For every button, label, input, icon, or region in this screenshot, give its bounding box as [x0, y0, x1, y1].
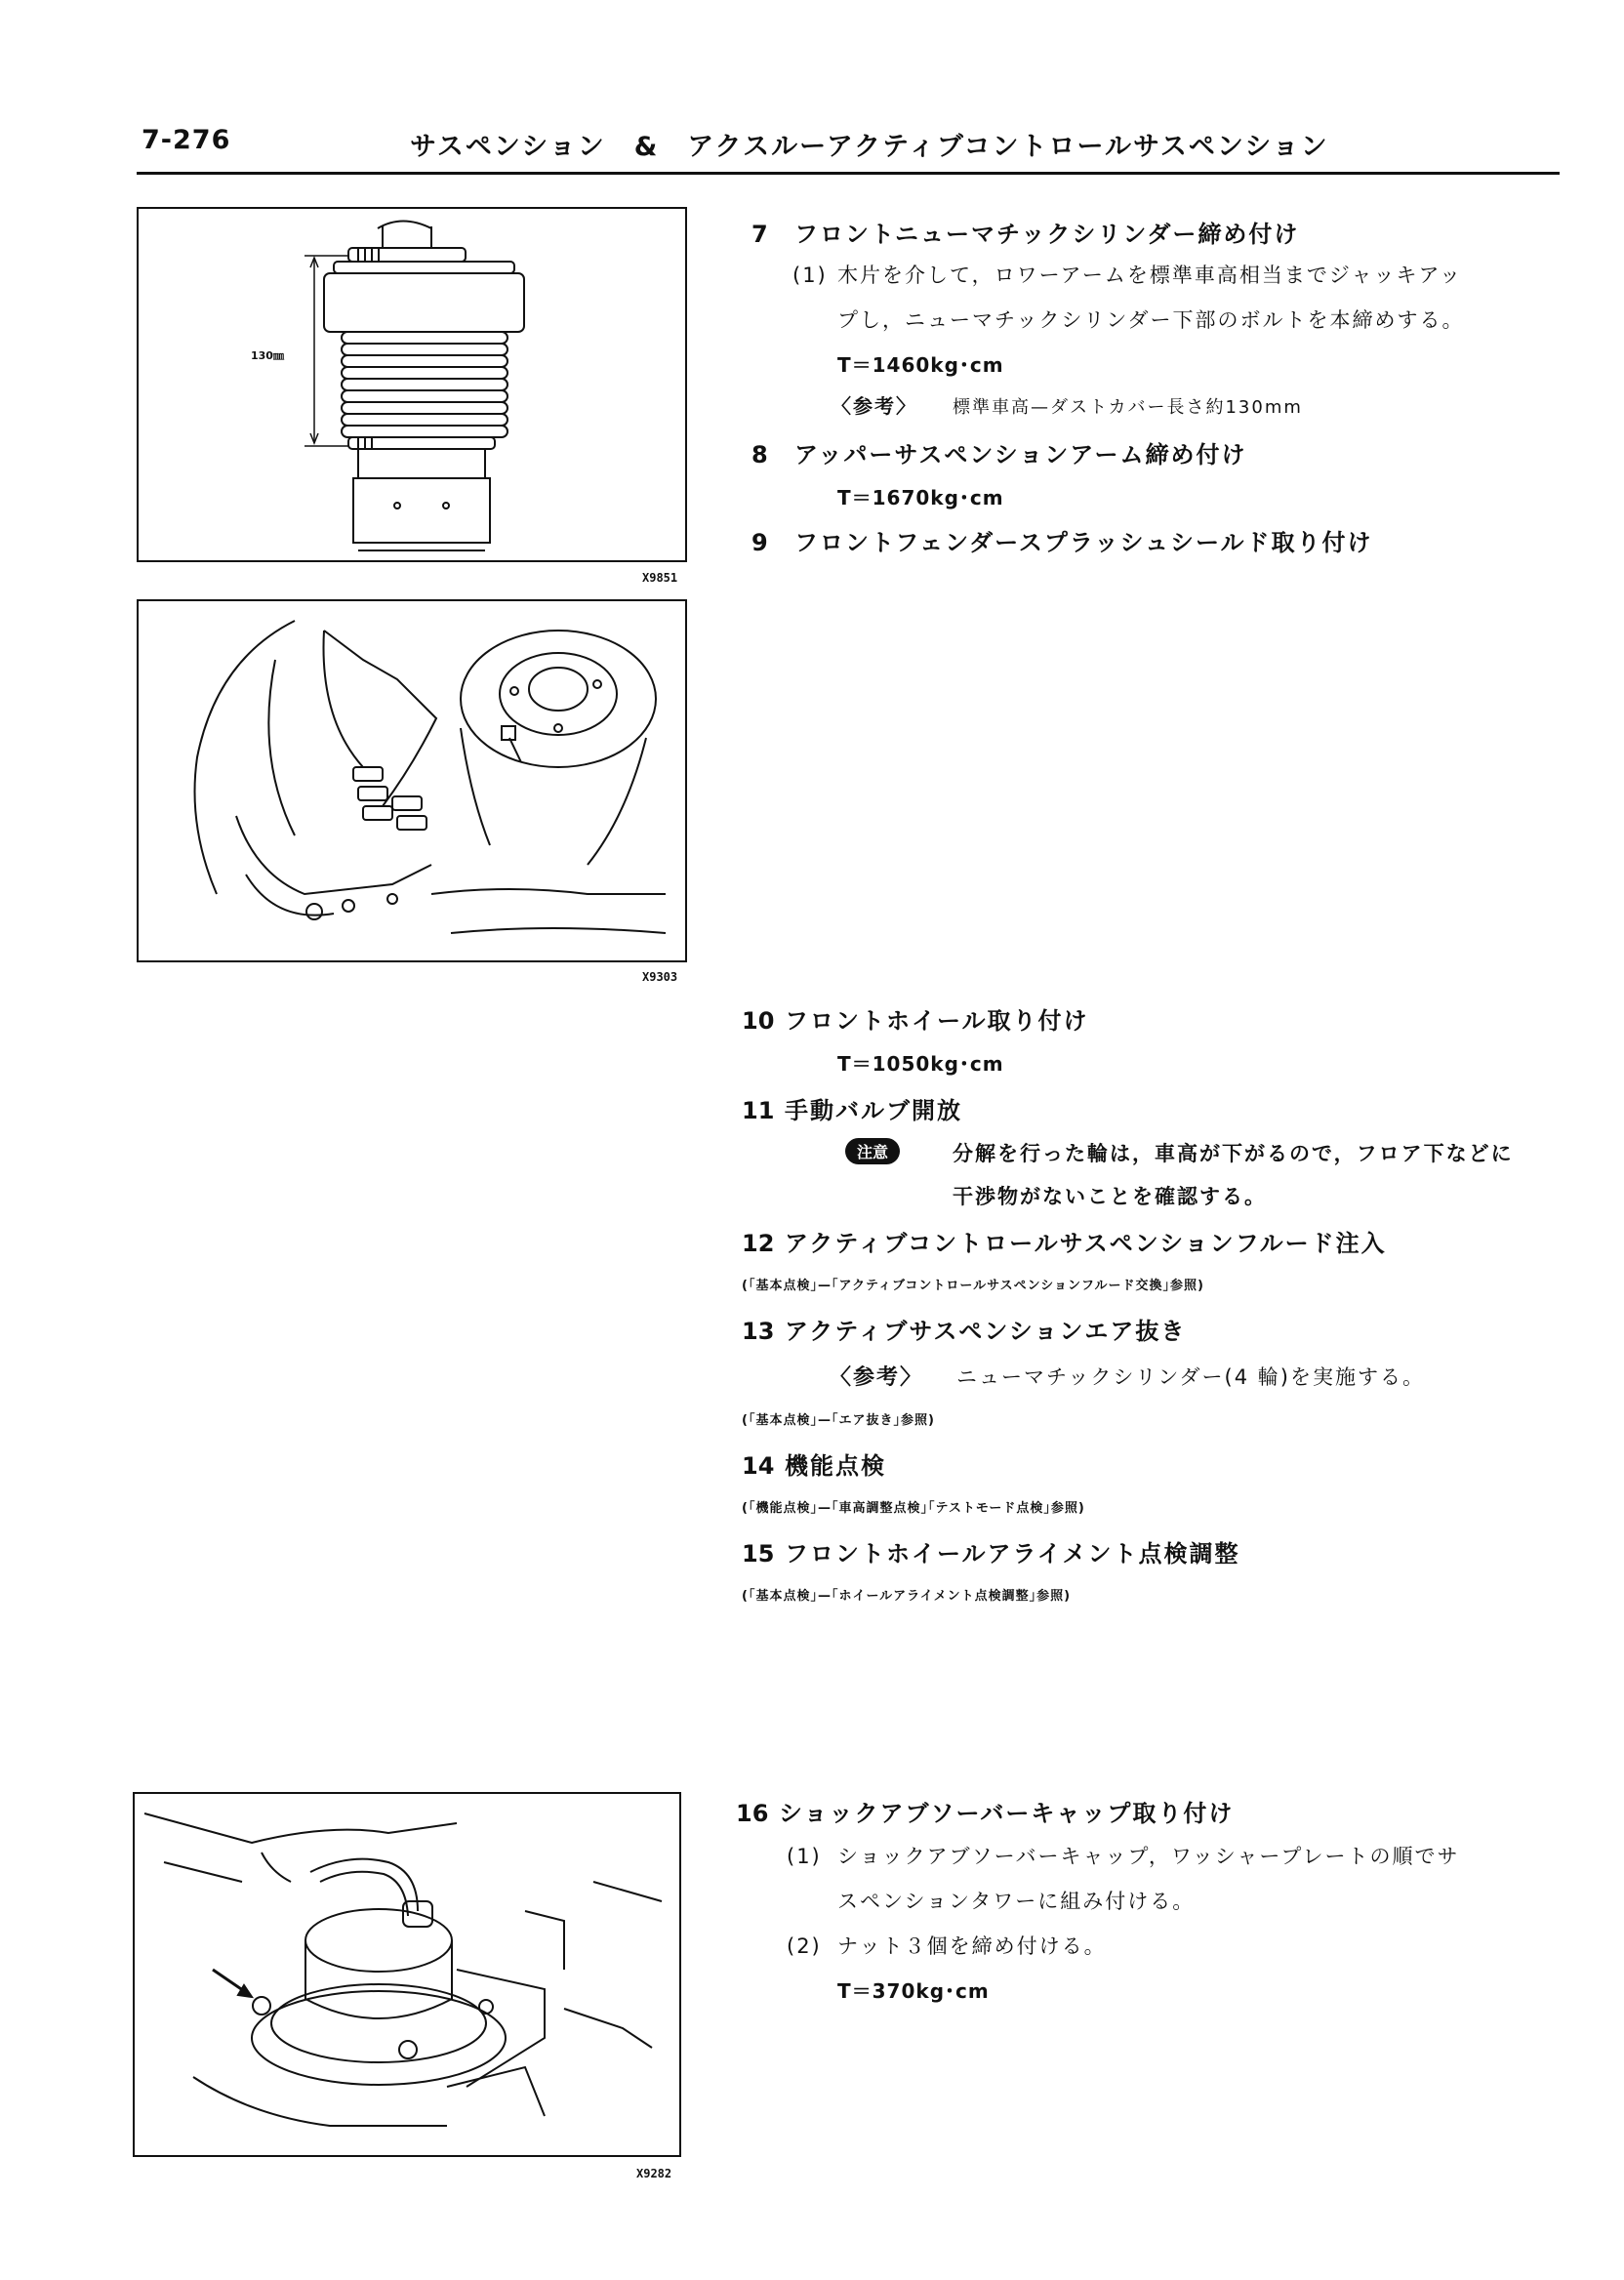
- step-title: 手動バルブ開放: [785, 1097, 962, 1124]
- step-number: 16: [736, 1800, 769, 1827]
- reference-text: 標準車高—ダストカバー長さ約130mm: [953, 397, 1303, 418]
- step-title: フロントニューマチックシリンダー締め付け: [794, 221, 1300, 248]
- reference-text: ニューマチックシリンダー(4 輪)を実施する。: [956, 1365, 1425, 1389]
- step-11-title: [742, 1091, 962, 1125]
- figure-pneumatic-cylinder: [137, 207, 687, 562]
- step-number: 12: [742, 1230, 775, 1257]
- step-title: アクティブコントロールサスペンションフルード注入: [785, 1230, 1387, 1257]
- pneumatic-cylinder-illustration: [139, 209, 685, 560]
- step-8-title: [751, 435, 1247, 469]
- step-9-title: [751, 523, 1372, 557]
- figure-shock-cap: [133, 1792, 681, 2157]
- step-13-title: [742, 1312, 1186, 1346]
- step-7-title: [751, 215, 1299, 249]
- caution-text-line2: 干渉物がないことを確認する。: [953, 1185, 1267, 1208]
- figure-code: X9282: [636, 2167, 672, 2180]
- step-16-title: [736, 1794, 1234, 1828]
- sub-text: ショックアブソーバーキャップ，ワッシャープレートの順でサ: [837, 1845, 1460, 1868]
- step-title: フロントホイールアライメント点検調整: [785, 1540, 1240, 1568]
- reference-note: [832, 390, 1303, 419]
- step-16-sub2-line1: [787, 1931, 1107, 1960]
- step-10-title: [742, 1001, 1089, 1036]
- figure-code: X9851: [642, 571, 678, 585]
- caution-text-line1: 分解を行った輪は，車高が下がるので，フロア下などに: [953, 1142, 1514, 1165]
- step-number: 14: [742, 1452, 775, 1480]
- shock-cap-illustration: [135, 1794, 679, 2155]
- reference-link: (｢基本点検｣—｢アクティブコントロールサスペンションフルード交換｣参照): [742, 1279, 1204, 1293]
- dimension-label: 130㎜: [251, 349, 284, 362]
- page-number: 7-276: [142, 125, 231, 155]
- torque-value: T＝1460kg･cm: [837, 353, 1004, 377]
- figure-code: X9303: [642, 970, 678, 984]
- reference-link: (｢機能点検｣—｢車高調整点検｣｢テストモード点検｣参照): [742, 1501, 1085, 1516]
- page-title: サスペンション & アクスルーアクティブコントロールサスペンション: [410, 132, 1329, 162]
- step-number: 9: [751, 529, 768, 556]
- torque-value: T＝1050kg･cm: [837, 1052, 1004, 1076]
- step-15-title: [742, 1534, 1240, 1568]
- sub-text: 木片を介して，ロワーアームを標準車高相当までジャッキアッ: [837, 264, 1463, 287]
- step-12-title: [742, 1224, 1387, 1258]
- sub-text: ナット３個を締め付ける。: [837, 1934, 1107, 1958]
- step-title: アクティブサスペンションエア抜き: [785, 1318, 1187, 1345]
- step-title: アッパーサスペンションアーム締め付け: [794, 441, 1247, 468]
- step-title: ショックアブソーバーキャップ取り付け: [779, 1800, 1235, 1827]
- step-number: 8: [751, 441, 768, 468]
- step-16-sub1-line2: スペンションタワーに組み付ける。: [837, 1890, 1196, 1913]
- sub-label: (1): [787, 1845, 822, 1868]
- step-number: 11: [742, 1097, 775, 1124]
- step-number: 7: [751, 221, 768, 248]
- step-7-sub1-line2: プし，ニューマチックシリンダー下部のボルトを本締めする。: [837, 308, 1465, 332]
- reference-link: (｢基本点検｣—｢ホイールアライメント点検調整｣参照): [742, 1589, 1072, 1604]
- splash-shield-illustration: [139, 601, 685, 960]
- reference-note: [830, 1361, 1425, 1391]
- torque-value: T＝1670kg･cm: [837, 486, 1004, 509]
- torque-value: T＝370kg･cm: [837, 1979, 990, 2003]
- step-number: 10: [742, 1007, 775, 1035]
- sub-label: (2): [787, 1934, 822, 1958]
- reference-label: 〈参考〉: [830, 1365, 924, 1390]
- step-number: 15: [742, 1540, 775, 1568]
- reference-label: 〈参考〉: [832, 394, 917, 418]
- figure-splash-shield: [137, 599, 687, 962]
- step-7-sub1-line1: [792, 260, 1462, 289]
- step-title: フロントフェンダースプラッシュシールド取り付け: [794, 529, 1373, 556]
- step-16-sub1-line1: [787, 1841, 1460, 1870]
- step-14-title: [742, 1446, 886, 1481]
- reference-link: (｢基本点検｣—｢エア抜き｣参照): [742, 1413, 935, 1428]
- caution-badge: 注意: [845, 1138, 900, 1164]
- step-title: 機能点検: [785, 1452, 886, 1480]
- step-title: フロントホイール取り付け: [785, 1007, 1089, 1035]
- header-rule: [137, 172, 1560, 175]
- step-number: 13: [742, 1318, 775, 1345]
- sub-label: (1): [792, 264, 828, 287]
